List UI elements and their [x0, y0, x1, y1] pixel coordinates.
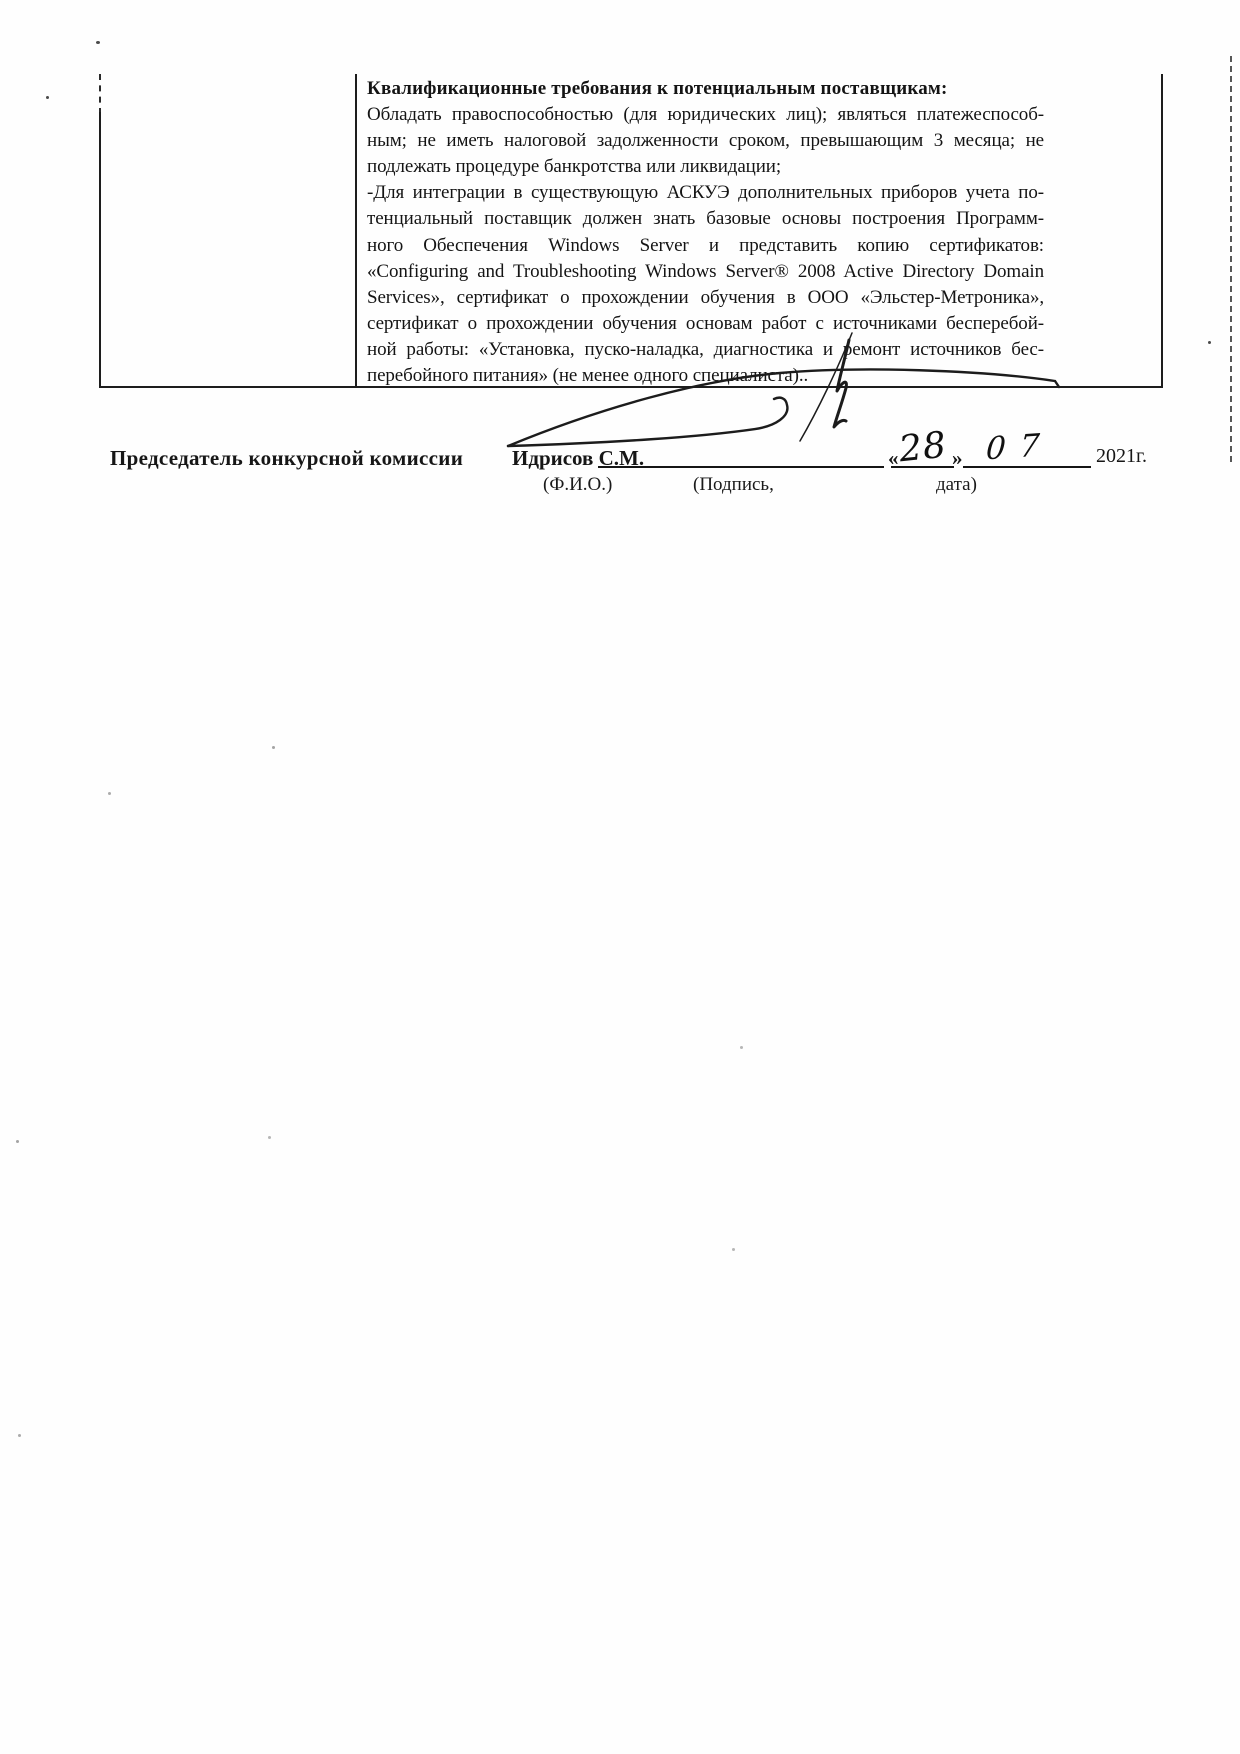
year-label: 2021г. [1096, 445, 1147, 467]
requirement-line: сертификат о прохождении обучения основам работ с источниками бесперебой- [367, 312, 1044, 334]
requirements-cell [367, 76, 1044, 389]
chairman-role-label: Председатель конкурсной комиссии [110, 446, 464, 470]
table-column-divider [355, 74, 357, 388]
handwritten-month: 07 [984, 426, 1055, 468]
table-left-border-dashed [99, 74, 101, 114]
signature-caption: (Подпись, [693, 474, 774, 495]
scan-speck [46, 96, 49, 99]
date-open-quote: « [888, 446, 899, 470]
requirements-title: Квалификационные требования к потенциальным поставщикам: [367, 78, 948, 99]
requirement-line: -Для интеграции в существующую АСКУЭ дополнительных приборов учета по- [367, 182, 1044, 204]
date-caption: дата) [936, 474, 977, 495]
table-left-border [99, 112, 101, 388]
requirement-line: ным; не иметь налоговой задолженности сроком, превышающим 3 месяца; не [367, 130, 1044, 152]
requirement-line: подлежать процедуре банкротства или ликвидации; [367, 156, 782, 178]
scan-page-edge-line [1230, 56, 1232, 462]
requirements-table-fragment [99, 74, 1163, 388]
signature-blank-line [598, 466, 884, 468]
date-close-quote: » [952, 446, 963, 470]
requirement-line: ной работы: «Установка, пуско-наладка, диагностика и ремонт источников бес- [367, 338, 1044, 360]
scan-speck [1208, 341, 1211, 344]
requirement-line: Обладать правоспособностью (для юридических лиц); являться платежеспособ- [367, 104, 1044, 126]
scan-speck [268, 1136, 271, 1139]
scan-speck [16, 1140, 19, 1143]
scan-speck [272, 746, 275, 749]
scan-speck [740, 1046, 743, 1049]
chairman-name: Идрисов С.М. [512, 446, 645, 470]
scan-speck [732, 1248, 735, 1251]
table-right-border [1161, 74, 1163, 388]
fio-caption: (Ф.И.О.) [543, 474, 613, 495]
requirement-line: Services», сертификат о прохождении обучения в ООО «Эльстер-Метроника», [367, 286, 1044, 308]
scan-speck [18, 1434, 21, 1437]
scan-speck [108, 792, 111, 795]
month-blank-line [963, 466, 1091, 468]
scan-speck [96, 41, 100, 44]
handwritten-day: 28 [896, 424, 949, 471]
requirement-line: ного Обеспечения Windows Server и представить копию сертификатов: [367, 234, 1044, 256]
requirement-line: «Configuring and Troubleshooting Windows Server® 2008 Active Directory Domain [367, 260, 1044, 282]
requirement-line: тенциальный поставщик должен знать базовые основы построения Программ- [367, 208, 1044, 230]
requirement-line: перебойного питания» (не менее одного специалиста).. [367, 365, 809, 387]
